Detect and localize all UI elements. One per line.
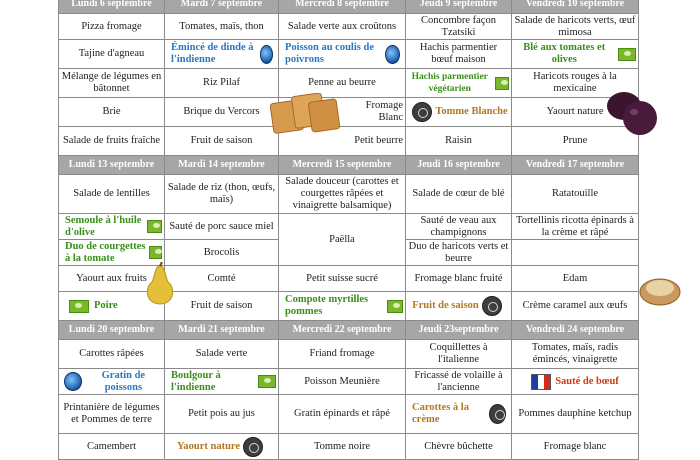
menu-cell xyxy=(406,292,512,321)
menu-cell xyxy=(279,40,406,69)
day-header: Mardi 14 septembre xyxy=(165,156,279,175)
menu-cell: Duo de haricots verts et beurre xyxy=(406,240,512,266)
day-header: Mardi 21 septembre xyxy=(165,321,279,340)
menu-cell: Camembert xyxy=(59,434,165,460)
table-row xyxy=(59,40,639,69)
organic-label-icon xyxy=(147,220,162,233)
menu-item-text: Duo de courgettes à la tomate xyxy=(65,240,146,264)
menu-cell: Ratatouille xyxy=(512,175,639,214)
globe-label-icon xyxy=(260,45,273,64)
menu-cell: Salade de fruits fraîche xyxy=(59,127,165,156)
organic-label-icon xyxy=(258,375,276,388)
organic-label-icon xyxy=(69,300,89,313)
menu-cell: Comté xyxy=(165,266,279,292)
menu-cell: Fruit de saison xyxy=(165,127,279,156)
menu-cell: Sauté de porc sauce miel xyxy=(165,214,279,240)
day-header: Vendredi 24 septembre xyxy=(512,321,639,340)
menu-item-text: Blé aux tomates et olives xyxy=(523,42,606,65)
pear-illustration xyxy=(140,262,180,306)
menu-cell: Tortellinis ricotta épinards à la crème et râpé xyxy=(512,214,639,240)
menu-cell: Yaourt nature xyxy=(512,98,639,127)
menu-item-text: Émincé de dinde à l'indienne xyxy=(171,42,254,65)
day-header: Jeudi 16 septembre xyxy=(406,156,512,175)
day-header: Mercredi 22 septembre xyxy=(279,321,406,340)
menu-cell: Salade de lentilles xyxy=(59,175,165,214)
menu-cell: Poisson Meunière xyxy=(279,369,406,395)
menu-cell: Riz Pilaf xyxy=(165,69,279,98)
day-header: Mercredi 8 septembre xyxy=(279,0,406,14)
day-header: Vendredi 17 septembre xyxy=(512,156,639,175)
menu-cell: Friand fromage xyxy=(279,340,406,369)
menu-cell xyxy=(406,69,512,98)
day-header: Jeudi 9 septembre xyxy=(406,0,512,14)
menu-cell: Coquillettes à l'italienne xyxy=(406,340,512,369)
menu-cell xyxy=(512,240,639,266)
label-rouge-icon xyxy=(489,404,506,424)
menu-cell: Salade verte aux croûtons xyxy=(279,14,406,40)
menu-cell xyxy=(165,434,279,460)
label-rouge-icon xyxy=(243,437,263,457)
menu-cell xyxy=(406,98,512,127)
biscuit-illustration xyxy=(268,93,344,139)
week1-header-row xyxy=(59,0,639,14)
table-row xyxy=(59,69,639,98)
menu-cell: Yaourt aux fruits xyxy=(59,266,165,292)
table-row xyxy=(59,214,639,240)
menu-cell: Crème caramel aux œufs xyxy=(512,292,639,321)
organic-label-icon xyxy=(495,77,509,90)
menu-cell: Salade de haricots verts, œuf mimosa xyxy=(512,14,639,40)
menu-cell: Salade de riz (thon, œufs, maïs) xyxy=(165,175,279,214)
label-rouge-icon xyxy=(412,102,432,122)
table-row xyxy=(59,98,639,127)
table-row xyxy=(59,369,639,395)
menu-cell: Brique du Vercors xyxy=(165,98,279,127)
menu-cell: Fromage blanc xyxy=(512,434,639,460)
menu-cell: Mélange de légumes en bâtonnet xyxy=(59,69,165,98)
menu-cell: Hachis parmentier bœuf maison xyxy=(406,40,512,69)
menu-cell: Printanière de légumes et Pommes de terre xyxy=(59,395,165,434)
menu-item-text: Sauté de bœuf xyxy=(555,375,619,387)
menu-cell: Fruit de saison xyxy=(165,292,279,321)
menu-item-text: Carottes à la crème xyxy=(412,402,469,425)
menu-cell: Salade douceur (carottes et courgettes râpées et vinaigrette balsamique) xyxy=(279,175,406,214)
label-rouge-icon xyxy=(482,296,502,316)
menu-item-text: Poisson au coulis de poivrons xyxy=(285,42,374,65)
menu-cell: Brocolis xyxy=(165,240,279,266)
menu-item-text: Boulgour à l'indienne xyxy=(171,369,221,393)
menu-cell: Sauté de veau aux champignons xyxy=(406,214,512,240)
menu-cell: Brie xyxy=(59,98,165,127)
menu-item-text: Compote myrtilles pommes xyxy=(285,294,369,317)
menu-item-text: Poire xyxy=(94,300,118,311)
menu-cell: Chèvre bûchette xyxy=(406,434,512,460)
menu-cell: Tomme noire xyxy=(279,434,406,460)
week2-header-row xyxy=(59,156,639,175)
organic-label-icon xyxy=(149,246,162,259)
menu-cell xyxy=(406,395,512,434)
menu-cell: Edam xyxy=(512,266,639,292)
organic-label-icon xyxy=(618,48,637,61)
table-row xyxy=(59,127,639,156)
day-header: Jeudi 23septembre xyxy=(406,321,512,340)
menu-cell: Prune xyxy=(512,127,639,156)
organic-label-icon xyxy=(387,300,403,313)
day-header: Lundi 6 septembre xyxy=(59,0,165,14)
menu-cell: Petit pois au jus xyxy=(165,395,279,434)
table-row xyxy=(59,434,639,460)
menu-cell xyxy=(165,40,279,69)
caramel-cream-illustration xyxy=(638,272,682,308)
day-header: Mardi 7 septembre xyxy=(165,0,279,14)
day-header: Lundi 20 septembre xyxy=(59,321,165,340)
day-header: Lundi 13 septembre xyxy=(59,156,165,175)
table-row xyxy=(59,175,639,214)
menu-cell: Tajine d'agneau xyxy=(59,40,165,69)
menu-cell: Salade de cœur de blé xyxy=(406,175,512,214)
menu-table xyxy=(58,0,639,460)
menu-cell xyxy=(279,292,406,321)
plum-illustration xyxy=(604,86,660,138)
menu-cell xyxy=(59,214,165,240)
menu-cell: Pizza fromage xyxy=(59,14,165,40)
menu-cell xyxy=(165,369,279,395)
menu-item-text: Hachis parmentier végétarien xyxy=(411,72,488,94)
menu-cell xyxy=(512,369,639,395)
day-header: Vendredi 10 septembre xyxy=(512,0,639,14)
menu-cell: Raisin xyxy=(406,127,512,156)
menu-cell: Tomates, maïs, thon xyxy=(165,14,279,40)
menu-cell: Concombre façon Tzatsiki xyxy=(406,14,512,40)
menu-cell: Fricassé de volaille à l'ancienne xyxy=(406,369,512,395)
globe-label-icon xyxy=(64,372,82,391)
menu-item-text: Fromage Blanc xyxy=(365,100,403,123)
menu-item-text: Tomme Blanche xyxy=(435,106,508,117)
menu-cell: Gratin épinards et râpé xyxy=(279,395,406,434)
menu-cell: Penne au beurre xyxy=(279,69,406,98)
table-row xyxy=(59,395,639,434)
table-row xyxy=(59,340,639,369)
menu-item-text: Gratin de poissons xyxy=(101,369,146,393)
menu-item-text: Semoule à l'huile d'olive xyxy=(65,214,142,238)
menu-cell: Tomates, maïs, radis émincés, vinaigrette xyxy=(512,340,639,369)
menu-cell: Salade verte xyxy=(165,340,279,369)
menu-cell: Haricots rouges à la mexicaine xyxy=(512,69,639,98)
menu-item-text: Fruit de saison xyxy=(412,300,479,311)
french-origin-icon xyxy=(531,374,551,390)
day-header: Mercredi 15 septembre xyxy=(279,156,406,175)
menu-cell: Petit suisse sucré xyxy=(279,266,406,292)
menu-cell xyxy=(59,369,165,395)
week3-header-row xyxy=(59,321,639,340)
menu-cell xyxy=(512,40,639,69)
menu-cell: Carottes râpées xyxy=(59,340,165,369)
menu-item-text: Petit beurre xyxy=(354,135,403,146)
menu-item-text: Yaourt nature xyxy=(176,440,241,452)
globe-label-icon xyxy=(385,45,400,64)
menu-cell: Fromage blanc fruité xyxy=(406,266,512,292)
menu-cell: Paëlla xyxy=(279,214,406,266)
table-row xyxy=(59,14,639,40)
menu-cell: Pommes dauphine ketchup xyxy=(512,395,639,434)
